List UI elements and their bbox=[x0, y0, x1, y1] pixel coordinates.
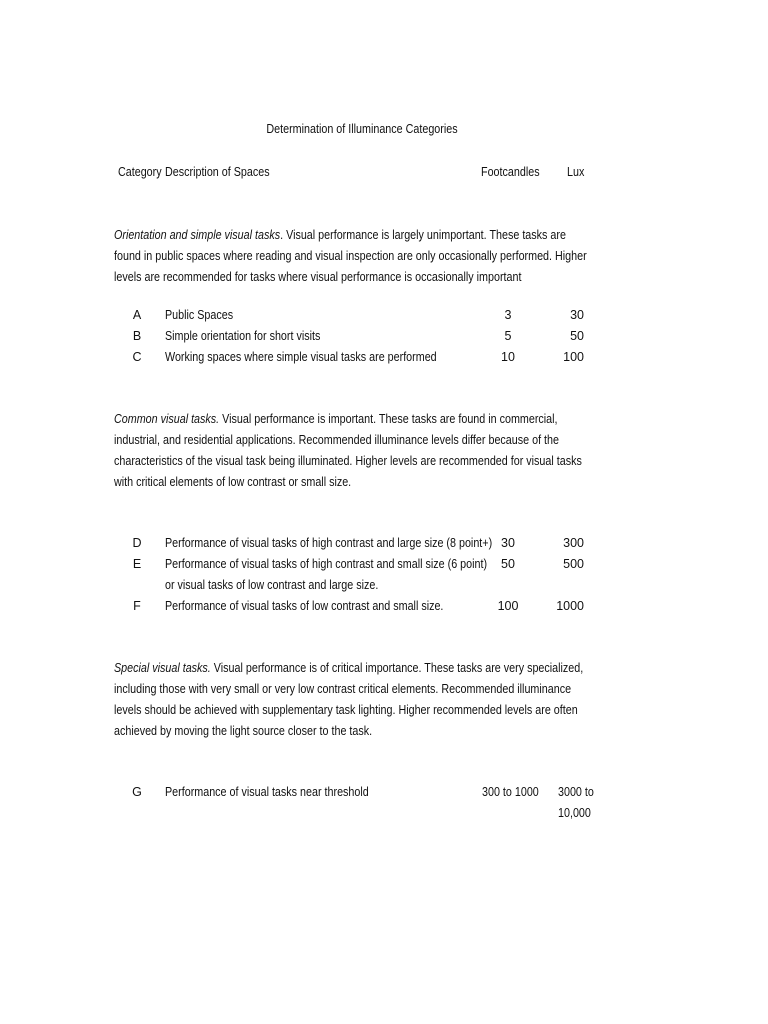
row-d-category: D bbox=[132, 536, 142, 550]
row-a-description: Public Spaces bbox=[165, 308, 234, 322]
row-g-description: Performance of visual tasks near threshold bbox=[165, 785, 369, 799]
row-b-footcandles: 5 bbox=[504, 329, 512, 343]
row-e-lux: 500 bbox=[563, 557, 584, 571]
section-special-heading: Special visual tasks. bbox=[114, 661, 211, 675]
section-common-heading: Common visual tasks. bbox=[114, 412, 220, 426]
header-footcandles: Footcandles bbox=[481, 165, 540, 179]
header-category: Category bbox=[118, 165, 162, 179]
page-title: Determination of Illuminance Categories bbox=[266, 122, 458, 136]
row-a-footcandles: 3 bbox=[504, 308, 512, 322]
row-d-footcandles: 30 bbox=[501, 536, 515, 550]
row-b-lux: 50 bbox=[570, 329, 584, 343]
section-orientation-heading-suffix: . bbox=[280, 228, 287, 242]
row-b-category: B bbox=[132, 329, 142, 343]
row-a-lux: 30 bbox=[570, 308, 584, 322]
row-d-lux: 300 bbox=[563, 536, 584, 550]
row-g-lux: 3000 to bbox=[558, 785, 594, 799]
row-c-lux: 100 bbox=[563, 350, 584, 364]
row-c-description: Working spaces where simple visual tasks are performed bbox=[165, 350, 437, 364]
row-f-description: Performance of visual tasks of low contrast and small size. bbox=[165, 599, 444, 613]
row-g-category: G bbox=[132, 785, 142, 799]
row-g-footcandles: 300 to 1000 bbox=[482, 785, 539, 799]
row-f-lux: 1000 bbox=[556, 599, 584, 613]
section-orientation-text: Visual performance is largely unimportant. These tasks are found in public spaces where reading and visual inspection are only occasionally performed. Higher levels are recommended for tasks where visual performance is occasionally important bbox=[114, 228, 587, 284]
row-c-footcandles: 10 bbox=[501, 350, 515, 364]
section-common-paragraph bbox=[114, 409, 589, 493]
row-a-category: A bbox=[132, 308, 142, 322]
row-f-category: F bbox=[133, 599, 141, 613]
header-lux: Lux bbox=[567, 165, 585, 179]
header-description: Description of Spaces bbox=[165, 165, 270, 179]
row-g-lux-line2: 10,000 bbox=[558, 806, 591, 820]
row-f-footcandles: 100 bbox=[497, 599, 519, 613]
section-common-text: Visual performance is important. These tasks are found in commercial, industrial, and residential applications. Recommended illuminance levels differ because of the characteristics of the visual task being illuminated. Higher levels are recommended for visual tasks with critical elements of low contrast or small size. bbox=[114, 412, 582, 489]
row-e-description-line2: or visual tasks of low contrast and large size. bbox=[165, 578, 379, 592]
row-b-description: Simple orientation for short visits bbox=[165, 329, 321, 343]
section-orientation-paragraph bbox=[114, 225, 589, 288]
section-special-text: Visual performance is of critical importance. These tasks are very specialized, including those with very small or very low contrast critical elements. Recommended illuminance levels should be achieved with supplementary task lighting. Higher recommended levels are often achieved by moving the light source closer to the task. bbox=[114, 661, 584, 738]
section-special-paragraph bbox=[114, 658, 589, 742]
section-orientation-heading: Orientation and simple visual tasks bbox=[114, 228, 281, 242]
row-e-footcandles: 50 bbox=[501, 557, 515, 571]
row-c-category: C bbox=[132, 350, 142, 364]
row-e-category: E bbox=[132, 557, 142, 571]
row-d-description: Performance of visual tasks of high contrast and large size (8 point+) bbox=[165, 536, 493, 550]
row-e-description: Performance of visual tasks of high contrast and small size (6 point) bbox=[165, 557, 488, 571]
